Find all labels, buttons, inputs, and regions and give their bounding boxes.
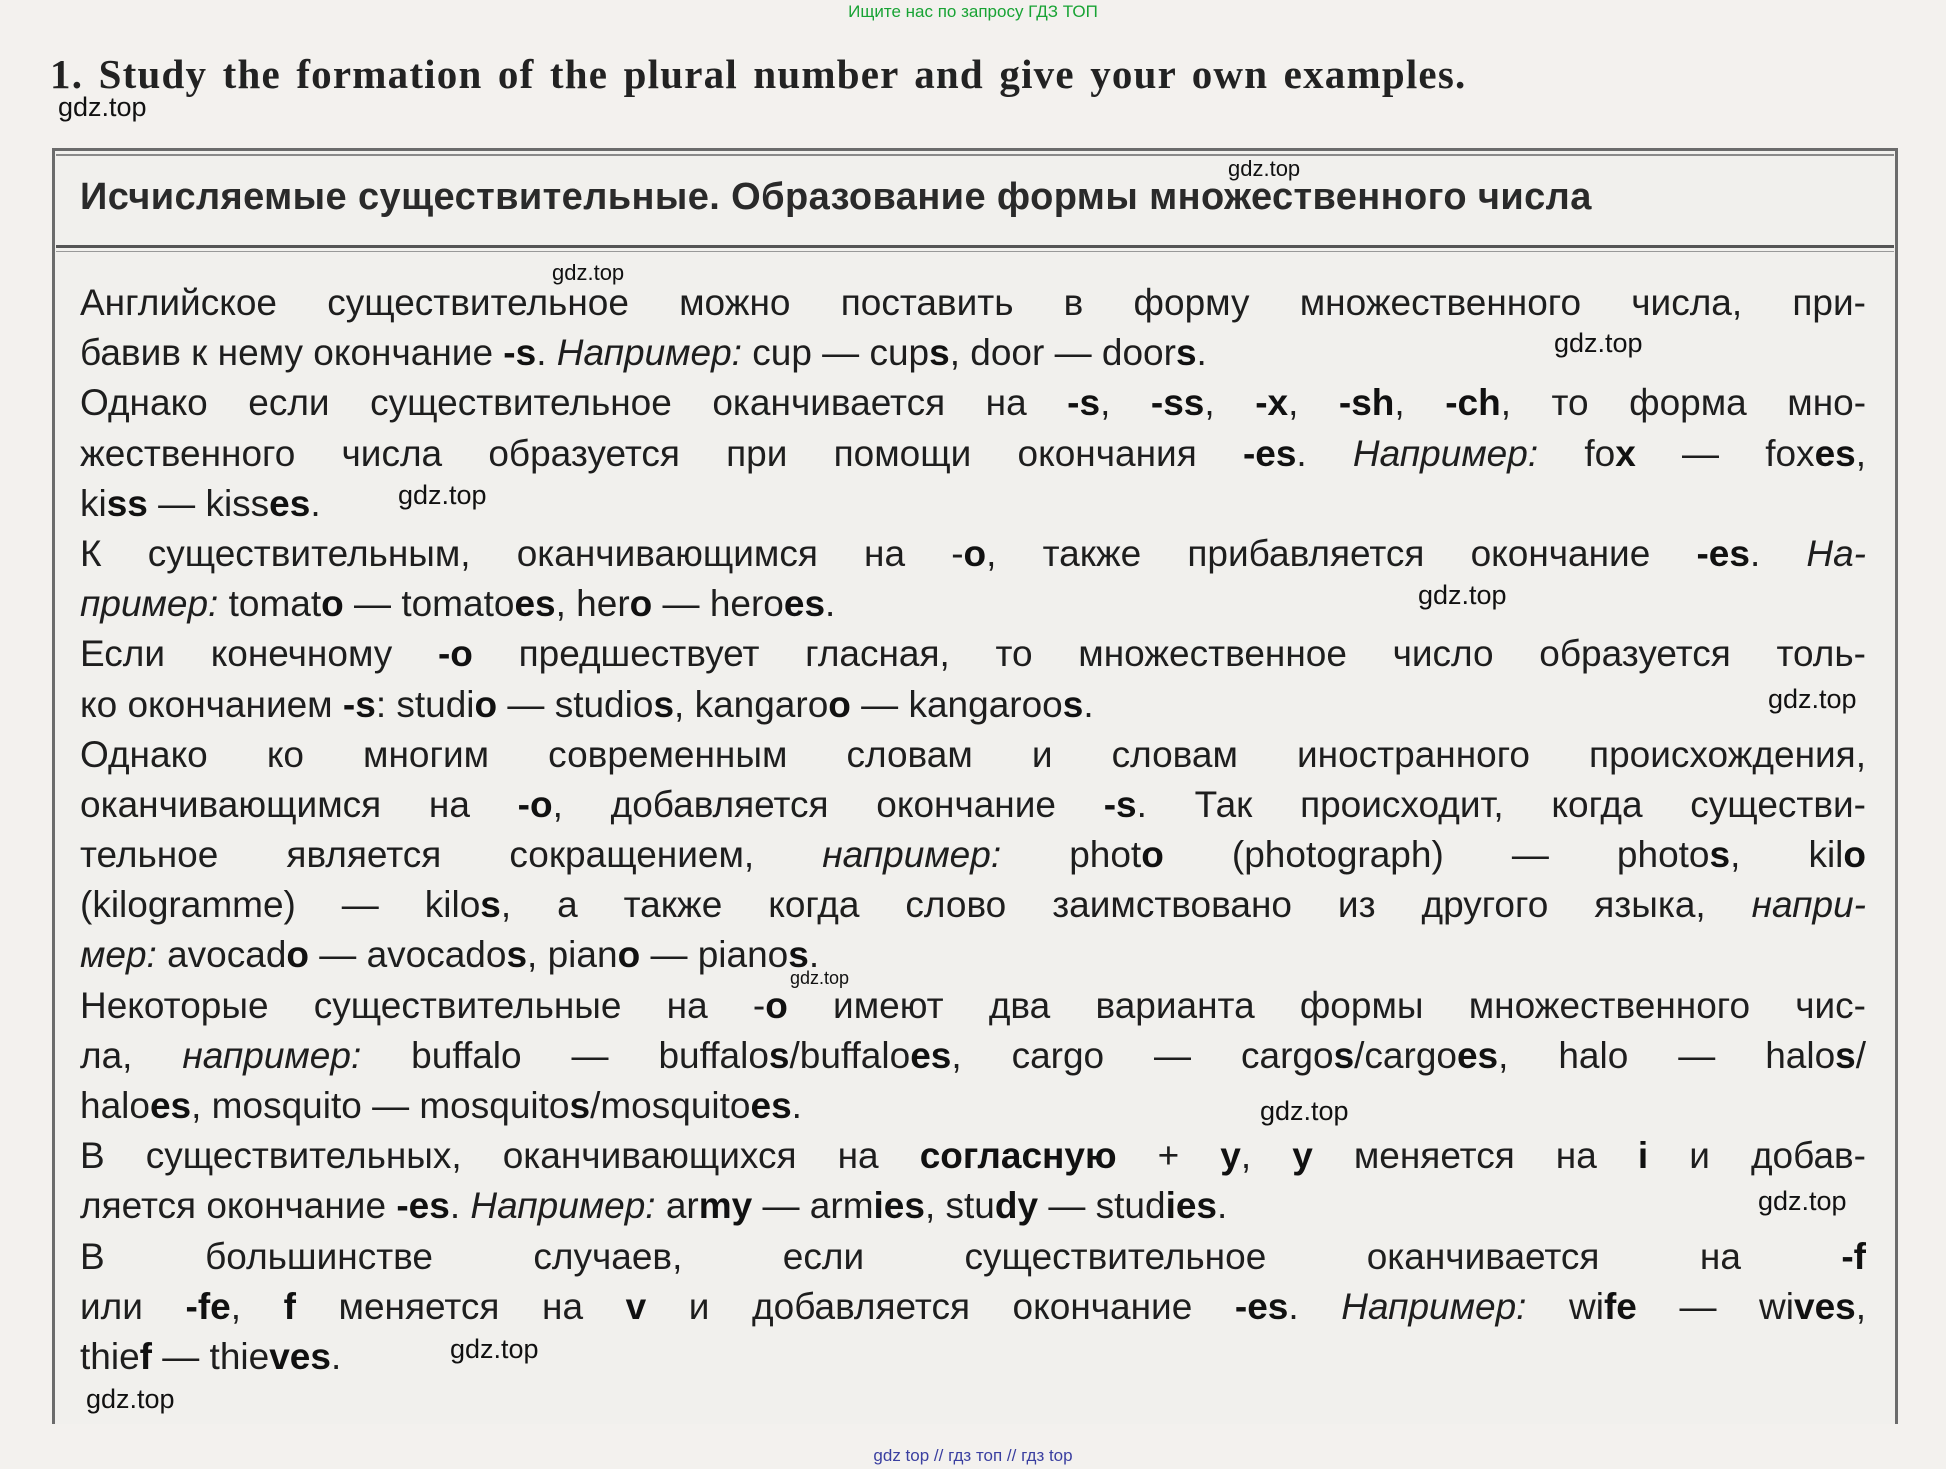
watermark: gdz.top (1554, 328, 1643, 358)
text-line: Если конечному -o предшествует гласная, то множественное число образуется толь- (80, 633, 1866, 675)
text-line: Однако ко многим современным словам и словам иностранного происхождения, (80, 733, 1866, 775)
text-line: или -fe, f меняется на v и добавляется окончание -es. Например: wife — wives, (80, 1285, 1866, 1327)
text-line: Английское существительное можно поставить в форму множественного числа, при- (80, 282, 1866, 323)
text-line: бавив к нему окончание -s. Например: cup — cups, door — doors. (80, 332, 1207, 374)
title-divider (56, 245, 1894, 248)
text-line: жественного числа образуется при помощи окончания -es. Например: fox — foxes, (80, 432, 1866, 474)
watermark: gdz.top (1768, 684, 1857, 714)
watermark: gdz.top (1228, 156, 1301, 181)
text-line: ляется окончание -es. Например: army — armies, study — studies. (80, 1185, 1228, 1227)
text-line: оканчивающимся на -o, добавляется окончание -s. Так происходит, когда существи- (80, 783, 1866, 825)
text-line: пример: tomato — tomatoes, hero — heroes. (80, 583, 836, 625)
watermark: gdz.top (58, 92, 147, 122)
exercise-heading: 1. Study the formation of the plural number and give your own examples. (50, 51, 1467, 97)
watermark: gdz.top (552, 260, 625, 285)
rule-text (80, 278, 1866, 1382)
watermark: gdz.top (86, 1384, 175, 1414)
text-line: haloes, mosquito — mosquitos/mosquitoes. (80, 1085, 802, 1126)
watermark: gdz.top (1418, 580, 1507, 610)
title-divider-thin (56, 251, 1894, 252)
text-line: К существительным, оканчивающимся на -o, также прибавляется окончание -es. На- (80, 532, 1866, 574)
bottom-site-note: gdz top // гдз топ // гдз top (873, 1446, 1073, 1465)
text-line: ко окончанием -s: studio — studios, kangaroo — kangaroos. (80, 683, 1094, 725)
text-line: В большинстве случаев, если существительное оканчивается на -f (80, 1235, 1866, 1277)
rule-box-title: Исчисляемые существительные. Образование формы множественного числа (80, 176, 1592, 218)
rule-box-inner-border (56, 154, 1894, 156)
text-line: kiss — kisses. (80, 482, 321, 524)
text-line: ла, например: buffalo — buffalos/buffaloes, cargo — cargos/cargoes, halo — halos/ (80, 1034, 1866, 1076)
text-line: Однако если существительное оканчивается на -s, -ss, -x, -sh, -ch, то форма мно- (80, 382, 1866, 424)
text-line: мер: avocado — avocados, piano — pianos. (80, 934, 820, 976)
top-search-note: Ищите нас по запросу ГДЗ ТОП (848, 2, 1098, 21)
watermark: gdz.top (790, 968, 850, 988)
watermark: gdz.top (1758, 1186, 1847, 1216)
text-line: (kilogramme) — kilos, а также когда слово заимствовано из другого языка, напри- (80, 884, 1866, 926)
text-line: В существительных, оканчивающихся на согласную + y, y меняется на i и добав- (80, 1135, 1866, 1177)
watermark: gdz.top (450, 1334, 539, 1364)
text-line: Некоторые существительные на -o имеют два варианта формы множественного чис- (80, 984, 1866, 1026)
watermark: gdz.top (398, 480, 487, 510)
watermark: gdz.top (1260, 1096, 1349, 1126)
text-line: thief — thieves. (80, 1335, 342, 1377)
text-line: тельное является сокращением, например: photo (photograph) — photos, kilo (80, 834, 1866, 876)
